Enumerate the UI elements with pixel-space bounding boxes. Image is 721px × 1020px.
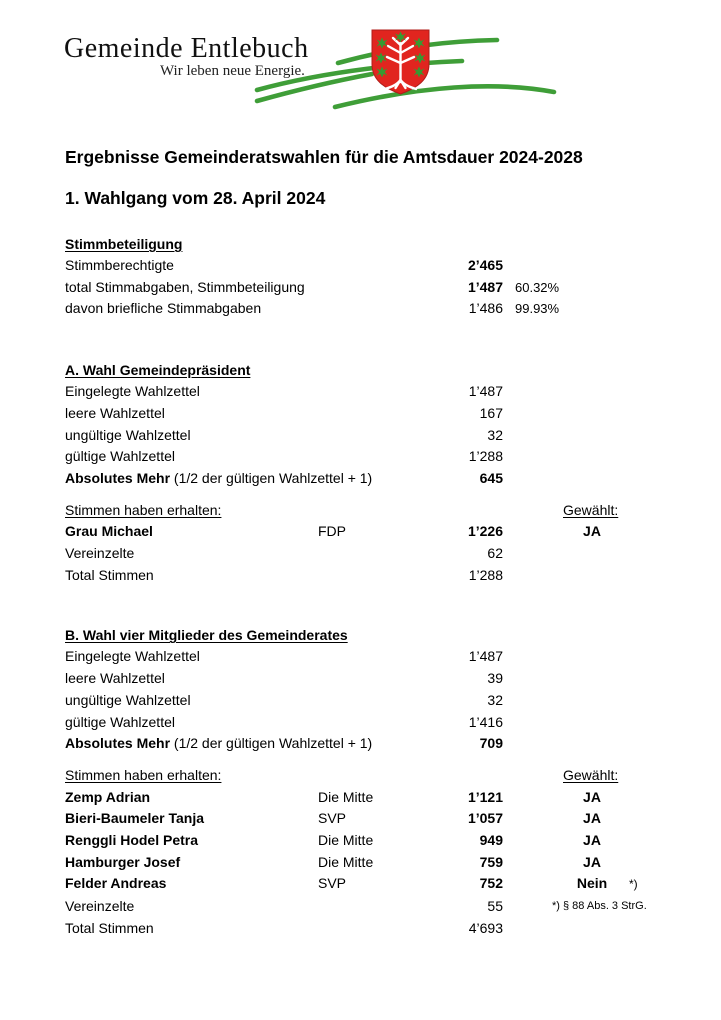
candidate-row [65, 808, 665, 830]
row-value: 645 [479, 469, 503, 486]
row-label [65, 733, 420, 755]
row-value: 1’288 [468, 566, 503, 583]
table-row [65, 543, 665, 565]
candidate-party: Die Mitte [318, 788, 374, 805]
row-label-rest: (1/2 der gültigen Wahlzettel + 1) [170, 735, 373, 752]
elected-status: JA [583, 788, 601, 805]
table-row [65, 690, 665, 712]
row-label: Total Stimmen [65, 919, 154, 936]
elected-heading: Gewählt: [563, 766, 619, 783]
candidate-votes: 759 [479, 853, 503, 870]
candidate-votes: 1’057 [467, 810, 503, 827]
row-value: 1’487 [468, 648, 503, 665]
row-label-rest: (1/2 der gültigen Wahlzettel + 1) [170, 469, 373, 486]
table-row [65, 446, 665, 468]
row-percent: 99.93% [515, 301, 560, 317]
row-value: 1’288 [468, 448, 503, 465]
row-value: 32 [487, 691, 503, 708]
row-value: 1’486 [468, 300, 503, 317]
table-row [65, 255, 665, 277]
org-tagline: Wir leben neue Energie. [160, 63, 305, 79]
row-label: gültige Wahlzettel [65, 713, 175, 730]
coat-of-arms-icon [372, 30, 429, 94]
elected-heading: Gewählt: [563, 501, 619, 518]
row-value: 167 [479, 404, 503, 421]
elected-status: Nein [576, 875, 608, 892]
table-row [65, 646, 665, 668]
table-row-absolute-majority [65, 468, 665, 490]
candidate-votes: 1’226 [467, 523, 503, 540]
row-value: 1’487 [468, 383, 503, 400]
page-title: Ergebnisse Gemeinderatswahlen für die Amtsdauer 2024-2028 [65, 147, 583, 167]
candidate-row [65, 830, 665, 852]
results-header-row [65, 500, 665, 522]
page-subtitle: 1. Wahlgang vom 28. April 2024 [65, 188, 326, 208]
candidate-row [65, 852, 665, 874]
row-label: leere Wahlzettel [65, 404, 165, 421]
table-row [65, 918, 665, 940]
row-label: Stimmberechtigte [65, 257, 174, 273]
candidate-row [65, 873, 665, 896]
table-row [65, 298, 665, 320]
table-row [65, 565, 665, 587]
row-label: ungültige Wahlzettel [65, 426, 191, 443]
row-value: 2’465 [467, 257, 503, 273]
row-value: 4’693 [468, 919, 503, 936]
row-label [65, 468, 420, 490]
row-percent: 60.32% [515, 279, 560, 295]
candidate-party: SVP [318, 875, 347, 892]
candidate-party: SVP [318, 810, 347, 827]
row-label: total Stimmabgaben, Stimmbeteiligung [65, 278, 305, 295]
table-row [65, 403, 665, 425]
elected-status: JA [583, 523, 601, 540]
row-value: 39 [487, 670, 503, 687]
elected-status: JA [583, 810, 601, 827]
row-label-bold: Absolutes Mehr [65, 469, 171, 486]
table-row [65, 896, 665, 918]
row-value: 62 [487, 545, 503, 562]
row-label: Vereinzelte [65, 545, 135, 562]
row-value: 709 [479, 735, 503, 752]
row-value: 55 [487, 898, 503, 915]
candidate-party: FDP [318, 523, 346, 540]
candidate-votes: 949 [479, 832, 503, 849]
org-name: Gemeinde Entlebuch [64, 33, 309, 64]
row-label: Eingelegte Wahlzettel [65, 383, 200, 400]
candidate-votes: 752 [479, 875, 503, 892]
table-row [65, 381, 665, 403]
table-row [65, 425, 665, 447]
section-a-heading: A. Wahl Gemeindepräsident [65, 362, 251, 379]
row-label: ungültige Wahlzettel [65, 691, 191, 708]
footnote-mark: *) [629, 877, 638, 892]
candidate-party: Die Mitte [318, 832, 374, 849]
row-value: 1’487 [467, 278, 503, 295]
candidate-name: Zemp Adrian [65, 788, 151, 805]
table-row [65, 277, 665, 299]
elected-status: JA [583, 853, 601, 870]
footnote-text: *) § 88 Abs. 3 StrG. [552, 900, 647, 913]
candidate-name: Renggli Hodel Petra [65, 832, 199, 849]
candidate-name: Bieri-Baumeler Tanja [65, 810, 205, 827]
row-label: Eingelegte Wahlzettel [65, 648, 200, 665]
main-content [65, 146, 665, 940]
row-percent [503, 255, 665, 277]
row-label: gültige Wahlzettel [65, 448, 175, 465]
row-label: davon briefliche Stimmabgaben [65, 300, 262, 317]
row-value: 1’416 [468, 713, 503, 730]
row-label-bold: Absolutes Mehr [65, 735, 171, 752]
table-row [65, 712, 665, 734]
candidate-row [65, 521, 665, 543]
row-label: Vereinzelte [65, 898, 135, 915]
section-b-heading: B. Wahl vier Mitglieder des Gemeinderates [65, 627, 348, 644]
results-header-row [65, 765, 665, 787]
participation-heading: Stimmbeteiligung [65, 236, 183, 252]
table-row-absolute-majority [65, 733, 665, 755]
entlebuch-logo [240, 25, 565, 115]
candidate-votes: 1’121 [467, 788, 503, 805]
results-heading: Stimmen haben erhalten: [65, 501, 222, 518]
row-label: leere Wahlzettel [65, 670, 165, 687]
row-label: Total Stimmen [65, 566, 154, 583]
elected-status: JA [583, 832, 601, 849]
candidate-party: Die Mitte [318, 853, 374, 870]
candidate-row [65, 787, 665, 809]
results-heading: Stimmen haben erhalten: [65, 766, 222, 783]
candidate-name: Hamburger Josef [65, 853, 181, 870]
candidate-name: Grau Michael [65, 523, 153, 540]
row-value: 32 [487, 426, 503, 443]
candidate-name: Felder Andreas [65, 875, 167, 892]
table-row [65, 668, 665, 690]
